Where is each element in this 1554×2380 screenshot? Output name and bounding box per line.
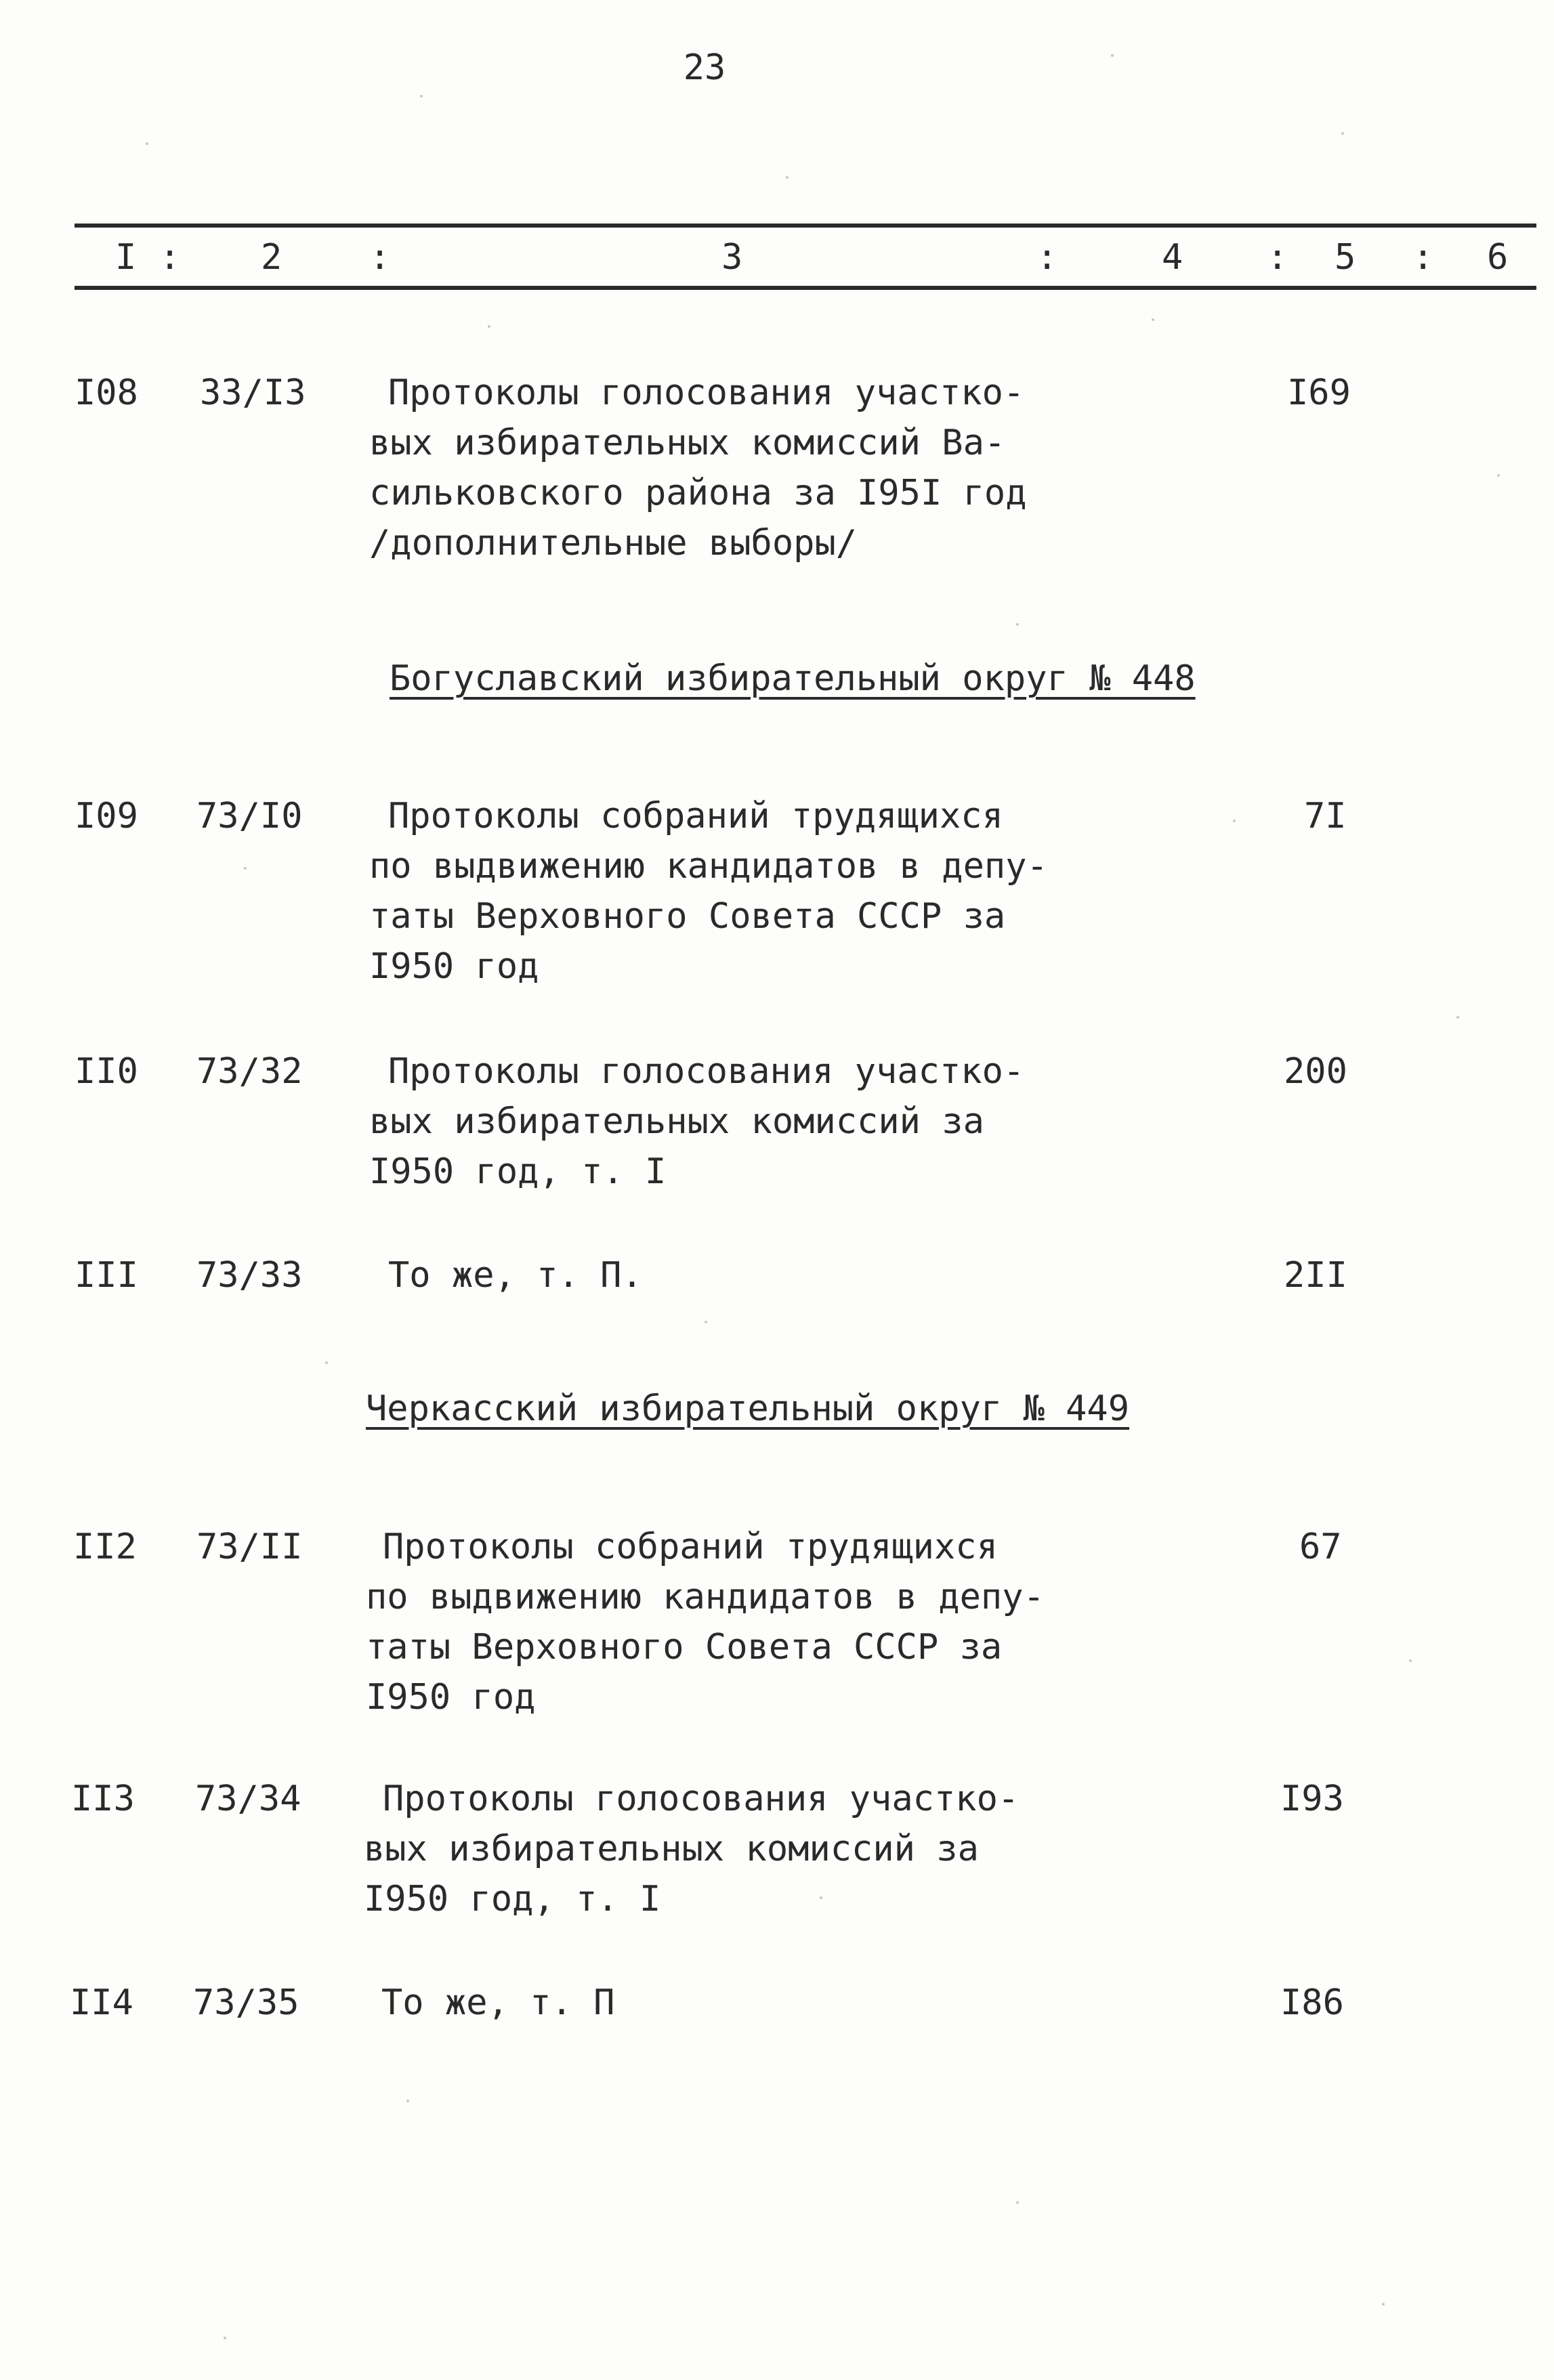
description-line: вых избирательных комиссий за — [364, 1829, 979, 1869]
row-code: 73/34 — [195, 1779, 301, 1819]
header-col-2: 2 — [261, 237, 282, 278]
row-description — [369, 1978, 1087, 2028]
row-code: 73/32 — [196, 1051, 303, 1092]
description-line: Протоколы голосования участко- — [383, 1779, 1020, 1819]
row-sheet-count: 200 — [1284, 1051, 1347, 1092]
row-sheet-count: I86 — [1280, 1982, 1344, 2023]
description-line: /дополнительные выборы/ — [369, 523, 858, 564]
row-sheet-count: 7I — [1304, 796, 1347, 836]
description-line: таты Верховного Совета СССР за — [369, 896, 1006, 937]
header-separator: : — [159, 237, 181, 278]
district-heading: Богуславский избирательный округ № 448 — [390, 658, 1196, 699]
header-col-5: 5 — [1335, 237, 1356, 278]
row-description — [369, 1250, 1087, 1300]
description-line: Протоколы голосования участко- — [388, 373, 1025, 413]
header-separator: : — [1412, 237, 1434, 278]
row-number: II2 — [73, 1527, 137, 1567]
row-code: 33/I3 — [200, 373, 306, 413]
description-line: вых избирательных комиссий Ва- — [369, 423, 1006, 463]
header-col-3: 3 — [721, 237, 743, 278]
row-description — [369, 368, 1087, 568]
table-header-top-rule — [75, 224, 1536, 228]
row-number: II3 — [71, 1779, 135, 1819]
description-line: по выдвижению кандидатов в депу- — [366, 1577, 1045, 1617]
row-sheet-count: I93 — [1280, 1779, 1344, 1819]
description-line: таты Верховного Совета СССР за — [366, 1627, 1003, 1667]
description-line: сильковского района за I95I год — [369, 473, 1027, 513]
description-line: То же, т. П. — [388, 1255, 643, 1296]
description-line: То же, т. П — [381, 1982, 615, 2023]
header-separator: : — [369, 237, 391, 278]
description-line: I950 год — [366, 1677, 536, 1718]
description-line: по выдвижению кандидатов в депу- — [369, 846, 1048, 887]
description-line: Протоколы собраний трудящихся — [383, 1527, 998, 1567]
row-description — [366, 1522, 1087, 1722]
row-sheet-count: 67 — [1299, 1527, 1342, 1567]
row-number: II4 — [70, 1982, 133, 2023]
header-separator: : — [1267, 237, 1288, 278]
row-code: 73/I0 — [196, 796, 303, 836]
row-number: II0 — [75, 1051, 138, 1092]
row-description — [369, 1046, 1087, 1197]
row-description — [369, 791, 1087, 992]
header-col-1: I — [115, 237, 137, 278]
description-line: I950 год, т. I — [369, 1151, 667, 1192]
row-sheet-count: 2II — [1284, 1255, 1347, 1296]
header-col-4: 4 — [1162, 237, 1183, 278]
row-code: 73/35 — [193, 1982, 299, 2023]
header-separator: : — [1036, 237, 1058, 278]
description-line: I950 год — [369, 946, 539, 987]
row-number: III — [75, 1255, 138, 1296]
row-code: 73/II — [196, 1527, 303, 1567]
page-number: 23 — [683, 47, 726, 88]
description-line: вых избирательных комиссий за — [369, 1101, 984, 1142]
header-col-6: 6 — [1487, 237, 1509, 278]
row-description — [364, 1774, 1087, 1924]
description-line: I950 год, т. I — [364, 1879, 661, 1919]
description-line: Протоколы собраний трудящихся — [388, 796, 1003, 836]
district-heading: Черкасский избирательный округ № 449 — [366, 1388, 1130, 1429]
row-code: 73/33 — [196, 1255, 303, 1296]
table-header-bottom-rule — [75, 286, 1536, 290]
row-number: I09 — [75, 796, 138, 836]
description-line: Протоколы голосования участко- — [388, 1051, 1025, 1092]
row-sheet-count: I69 — [1287, 373, 1351, 413]
row-number: I08 — [75, 373, 138, 413]
